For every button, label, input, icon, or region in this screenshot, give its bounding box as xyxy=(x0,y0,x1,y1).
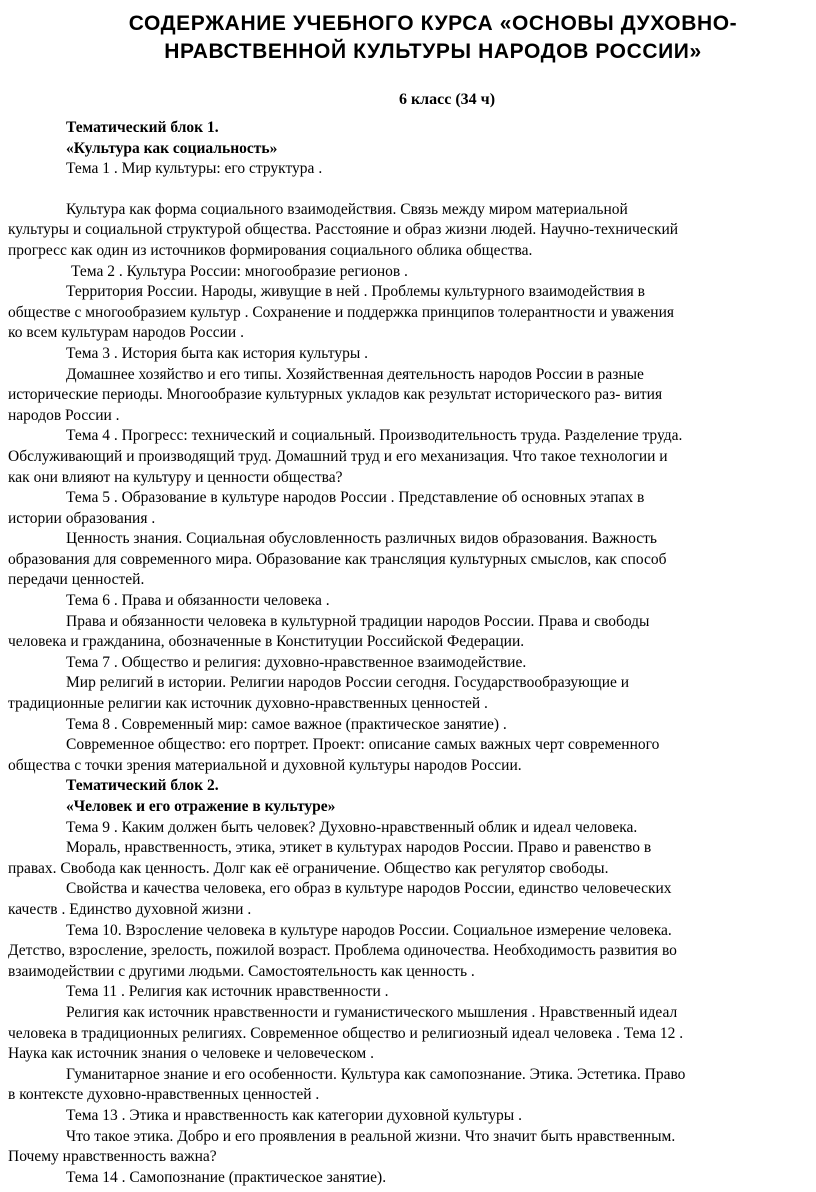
text-line: обществе с многообразием культур . Сохранение и поддержка принципов толерантности и уважения xyxy=(8,303,675,321)
text-line: исторические периоды. Многообразие культурных укладов как результат исторического раз- вития xyxy=(8,386,663,404)
text-line: как они влияют на культуру и ценности общества? xyxy=(8,468,343,486)
text-line: качеств . Единство духовной жизни . xyxy=(8,900,252,918)
block-heading: Тематический блок 1. xyxy=(66,119,219,136)
text-line: Почему нравственность важна? xyxy=(8,1148,217,1166)
topic-heading: Тема 6 . Права и обязанности человека . xyxy=(66,592,330,610)
text-line: общества с точки зрения материальной и духовной культуры народов России. xyxy=(8,756,522,774)
text-line: Наука как источник знания о человеке и человеческом . xyxy=(8,1045,374,1063)
text-line: взаимодействии с другими людьми. Самостоятельность как ценность . xyxy=(8,962,475,980)
title-line: НРАВСТВЕННОЙ КУЛЬТУРЫ НАРОДОВ РОССИИ» xyxy=(164,40,702,63)
text-line: народов России . xyxy=(8,406,120,424)
spacer xyxy=(8,180,806,200)
topic-heading: Тема 1 . Мир культуры: его структура . xyxy=(66,160,323,178)
text-line: Свойства и качества человека, его образ в культуре народов России, единство человеческих xyxy=(66,880,672,898)
topic-heading: Тема 4 . Прогресс: технический и социальный. Производительность труда. Разделение труда. xyxy=(66,427,683,445)
topic-heading: Тема 2 . Культура России: многообразие регионов . xyxy=(71,262,408,280)
topic-heading: Тема 10. Взросление человека в культуре народов России. Социальное измерение человека. xyxy=(66,921,672,939)
block-subheading: «Человек и его отражение в культуре» xyxy=(66,798,336,815)
body-text xyxy=(8,118,806,1188)
document-title xyxy=(100,10,766,66)
text-line: Религия как источник нравственности и гуманистического мышления . Нравственный идеал xyxy=(66,1003,678,1021)
grade-heading: 6 класс (34 ч) xyxy=(398,91,496,108)
text-line: Культура как форма социального взаимодействия. Связь между миром материальной xyxy=(66,200,628,218)
text-line: Гуманитарное знание и его особенности. Культура как самопознание. Этика. Эстетика. Право xyxy=(66,1065,686,1083)
text-line: Современное общество: его портрет. Проект: описание самых важных черт современного xyxy=(66,736,660,754)
block-heading: Тематический блок 2. xyxy=(66,777,219,795)
text-line: человека в традиционных религиях. Современное общество и религиозный идеал человека . Тема 12 . xyxy=(8,1024,684,1042)
topic-heading: Тема 8 . Современный мир: самое важное (практическое занятие) . xyxy=(66,715,507,733)
text-line: ко всем культурам народов России . xyxy=(8,324,244,342)
text-line: истории образования . xyxy=(8,509,156,527)
text-line: Детство, взросление, зрелость, пожилой возраст. Проблема одиночества. Необходимость развития во xyxy=(8,942,677,960)
text-line: Домашнее хозяйство и его типы. Хозяйственная деятельность народов России в разные xyxy=(66,365,644,383)
text-line: Права и обязанности человека в культурной традиции народов России. Права и свободы xyxy=(66,612,650,630)
topic-heading: Тема 3 . История быта как история культуры . xyxy=(66,344,369,362)
topic-heading: Тема 9 . Каким должен быть человек? Духовно-нравственный облик и идеал человека. xyxy=(66,818,638,836)
text-line: образования для современного мира. Образование как трансляция культурных смыслов, как способ xyxy=(8,550,667,568)
title-line: СОДЕРЖАНИЕ УЧЕБНОГО КУРСА «ОСНОВЫ ДУХОВНО- xyxy=(128,12,738,35)
text-line: культуры и социальной структурой общества. Расстояние и образ жизни людей. Научно-технический xyxy=(8,221,679,239)
topic-heading: Тема 14 . Самопознание (практическое занятие). xyxy=(66,1168,387,1186)
text-line: правах. Свобода как ценность. Долг как её ограничение. Общество как регулятор свободы. xyxy=(8,859,609,877)
topic-heading: Тема 11 . Религия как источник нравственности . xyxy=(66,983,389,1001)
text-line: Ценность знания. Социальная обусловленность различных видов образования. Важность xyxy=(66,530,657,548)
topic-heading: Тема 5 . Образование в культуре народов России . Представление об основных этапах в xyxy=(66,489,645,507)
text-line: Что такое этика. Добро и его проявления в реальной жизни. Что значит быть нравственным. xyxy=(66,1127,676,1145)
text-line: человека и гражданина, обозначенные в Конституции Российской Федерации. xyxy=(8,633,525,651)
block-subheading: «Культура как социальность» xyxy=(66,139,278,157)
topic-heading: Тема 7 . Общество и религия: духовно-нравственное взаимодействие. xyxy=(66,653,527,671)
text-line: в контексте духовно-нравственных ценностей . xyxy=(8,1086,320,1104)
text-line: традиционные религии как источник духовно-нравственных ценностей . xyxy=(8,695,488,713)
text-line: передачи ценностей. xyxy=(8,571,145,589)
text-line: Территория России. Народы, живущие в ней . Проблемы культурного взаимодействия в xyxy=(66,283,645,301)
text-line: Обслуживающий и производящий труд. Домашний труд и его механизация. Что такое технологии и xyxy=(8,447,668,465)
text-line: прогресс как один из источников формирования социального облика общества. xyxy=(8,241,533,259)
topic-heading: Тема 13 . Этика и нравственность как категории духовной культуры . xyxy=(66,1106,522,1124)
text-line: Мораль, нравственность, этика, этикет в культурах народов России. Право и равенство в xyxy=(66,839,652,857)
text-line: Мир религий в истории. Религии народов России сегодня. Государствообразующие и xyxy=(66,674,630,692)
